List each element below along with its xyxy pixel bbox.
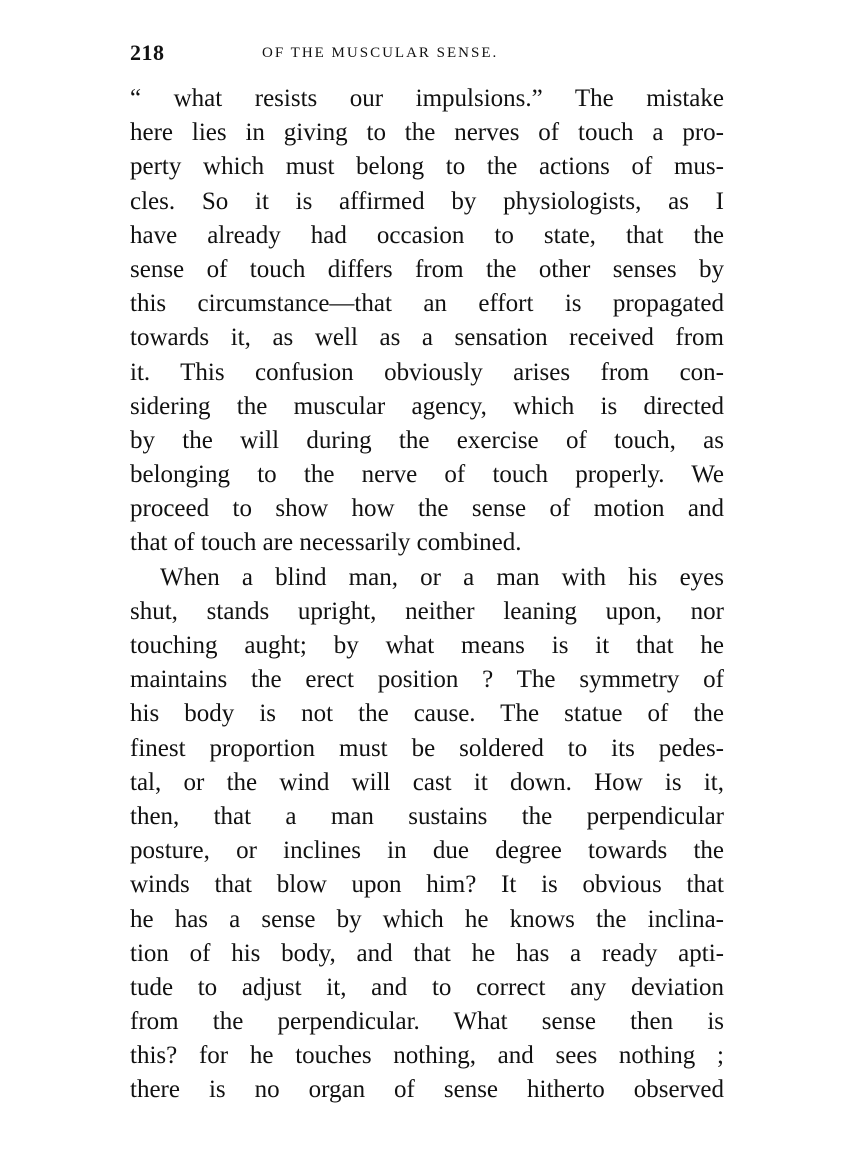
paragraph-2 bbox=[130, 561, 724, 1108]
text-line: it. This confusion obviously arises from con- bbox=[130, 358, 724, 386]
text-line: belonging to the nerve of touch properly. We bbox=[130, 461, 724, 489]
text-line: by the will during the exercise of touch, as bbox=[130, 426, 724, 454]
text-line: here lies in giving to the nerves of touch a pro- bbox=[130, 119, 724, 147]
text-line: he has a sense by which he knows the inclina- bbox=[130, 905, 724, 933]
running-head bbox=[130, 36, 724, 70]
paragraph-1 bbox=[130, 82, 724, 561]
text-line: cles. So it is affirmed by physiologists, as I bbox=[130, 187, 724, 215]
text-line: tion of his body, and that he has a ready apti- bbox=[130, 939, 724, 967]
text-line: have already had occasion to state, that the bbox=[130, 221, 724, 249]
text-line: his body is not the cause. The statue of the bbox=[130, 700, 724, 728]
book-page bbox=[130, 36, 724, 1108]
text-line: sidering the muscular agency, which is directed bbox=[130, 392, 724, 420]
text-line: proceed to show how the sense of motion and bbox=[130, 495, 724, 523]
text-line: then, that a man sustains the perpendicular bbox=[130, 802, 724, 830]
body-text bbox=[130, 82, 724, 1108]
text-line: from the perpendicular. What sense then is bbox=[130, 1008, 724, 1036]
text-line: winds that blow upon him? It is obvious that bbox=[130, 871, 724, 899]
page-number: 218 bbox=[130, 40, 165, 65]
text-line: tude to adjust it, and to correct any deviation bbox=[130, 973, 724, 1001]
text-line: “ what resists our impulsions.” The mistake bbox=[130, 85, 724, 112]
text-line: maintains the erect position ? The symmetry of bbox=[130, 666, 724, 694]
text-line: that of touch are necessarily combined. bbox=[130, 529, 522, 557]
text-line: there is no organ of sense hitherto observed bbox=[130, 1076, 724, 1104]
text-line: When a blind man, or a man with his eyes bbox=[160, 563, 724, 591]
text-line: finest proportion must be soldered to its pedes- bbox=[130, 734, 724, 762]
running-title: OF THE MUSCULAR SENSE. bbox=[262, 45, 499, 61]
text-line: sense of touch differs from the other senses by bbox=[130, 255, 724, 283]
text-line: this? for he touches nothing, and sees nothing ; bbox=[130, 1042, 724, 1070]
text-line: perty which must belong to the actions of mus- bbox=[130, 153, 724, 181]
text-line: shut, stands upright, neither leaning upon, nor bbox=[130, 597, 724, 625]
text-line: posture, or inclines in due degree towards the bbox=[130, 837, 724, 865]
text-line: touching aught; by what means is it that he bbox=[130, 632, 724, 659]
text-line: towards it, as well as a sensation received from bbox=[130, 324, 724, 352]
text-line: this circumstance—that an effort is propagated bbox=[130, 290, 724, 318]
text-line: tal, or the wind will cast it down. How is it, bbox=[130, 768, 724, 796]
